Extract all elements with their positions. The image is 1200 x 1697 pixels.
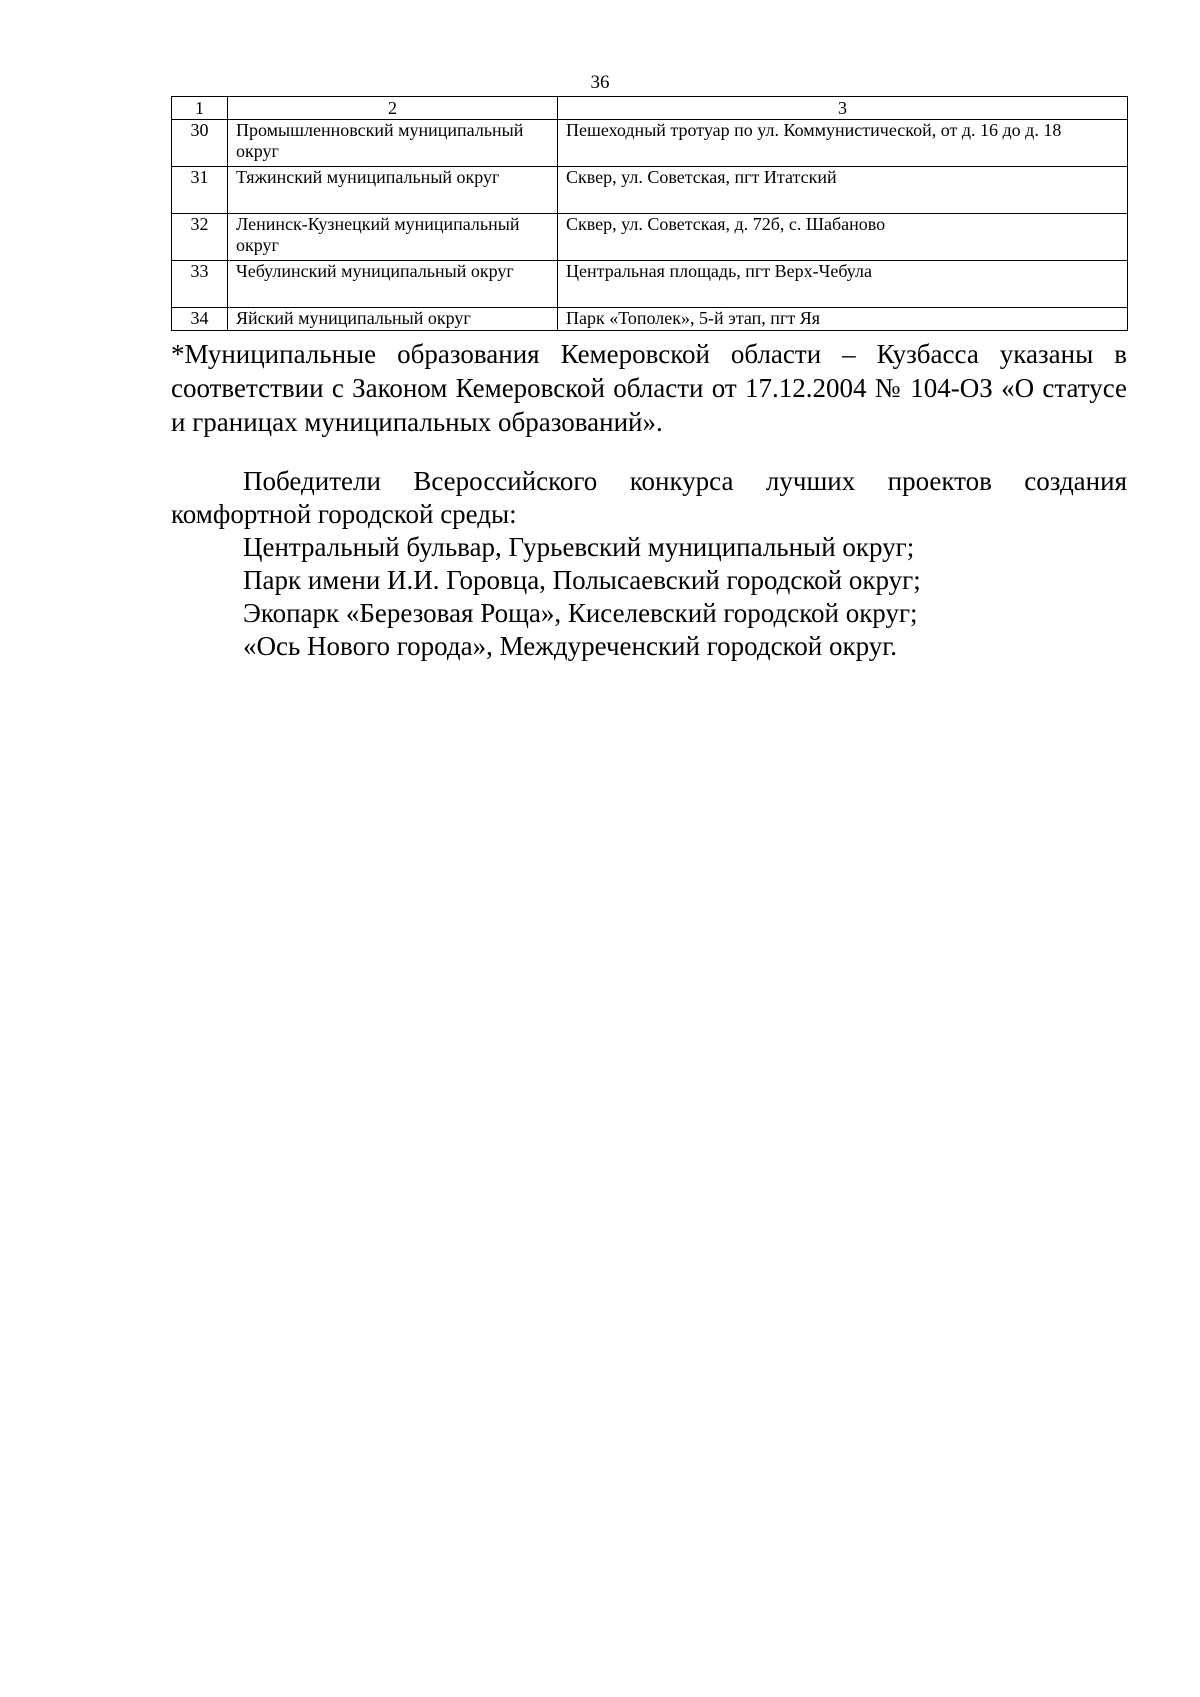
table-header-row <box>172 97 1128 120</box>
object-cell: Сквер, ул. Советская, д. 72б, с. Шабаново <box>558 214 1128 261</box>
footnote: *Муниципальные образования Кемеровской области – Кузбасса указаны в соответствии с Законом Кемеровской области от 17.12.2004 № 104-ОЗ «О статусе и границах муниципальных образований». <box>171 339 1127 437</box>
winners-intro: Победители Всероссийского конкурса лучших проектов создания комфортной городской среды: <box>171 466 1127 529</box>
row-number: 32 <box>172 214 228 261</box>
winners-section <box>171 465 1127 663</box>
row-number: 34 <box>172 308 228 331</box>
object-cell: Парк «Тополек», 5-й этап, пгт Яя <box>558 308 1128 331</box>
municipality-cell: Чебулинский муниципальный округ <box>228 261 558 308</box>
projects-table <box>171 96 1128 331</box>
table-row <box>172 261 1128 308</box>
municipality-cell: Тяжинский муниципальный округ <box>228 167 558 214</box>
winner-item: «Ось Нового города», Междуреченский городской округ. <box>243 631 898 661</box>
winner-item: Экопарк «Березовая Роща», Киселевский городской округ; <box>243 598 918 628</box>
table-row <box>172 120 1128 167</box>
table-row <box>172 214 1128 261</box>
municipality-cell: Яйский муниципальный округ <box>228 308 558 331</box>
header-col-2: 2 <box>228 97 558 120</box>
object-cell: Пешеходный тротуар по ул. Коммунистической, от д. 16 до д. 18 <box>558 120 1128 167</box>
municipality-cell: Ленинск-Кузнецкий муниципальный округ <box>228 214 558 261</box>
table-row <box>172 167 1128 214</box>
header-col-1: 1 <box>172 97 228 120</box>
row-number: 31 <box>172 167 228 214</box>
header-col-3: 3 <box>558 97 1128 120</box>
object-cell: Центральная площадь, пгт Верх-Чебула <box>558 261 1128 308</box>
winner-item: Парк имени И.И. Горовца, Полысаевский городской округ; <box>243 565 921 595</box>
table-row <box>172 308 1128 331</box>
object-cell: Сквер, ул. Советская, пгт Итатский <box>558 167 1128 214</box>
winner-item: Центральный бульвар, Гурьевский муниципальный округ; <box>243 532 915 562</box>
row-number: 30 <box>172 120 228 167</box>
row-number: 33 <box>172 261 228 308</box>
municipality-cell: Промышленновский муниципальный округ <box>228 120 558 167</box>
page-number: 36 <box>590 72 610 93</box>
